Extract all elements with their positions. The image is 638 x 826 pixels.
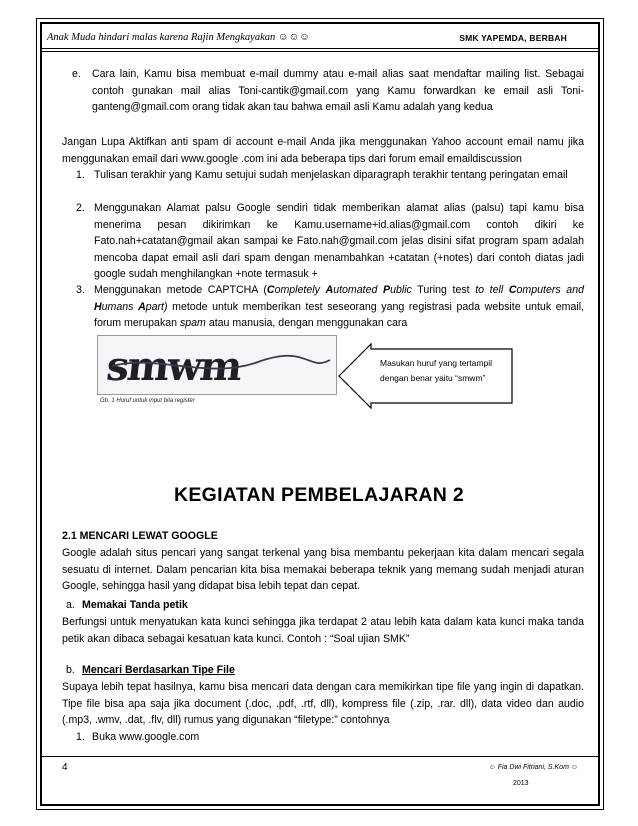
page-number: 4 [62,762,68,773]
sub-a-title: Memakai Tanda petik [82,599,188,611]
sub-b-marker: b. [66,664,75,676]
callout-line-2: dengan benar yaitu “smwm” [380,373,486,383]
section-title: KEGIATAN PEMBELAJARAN 2 [173,484,465,506]
tip-2-number: 2. [76,202,85,214]
tip-1-number: 1. [76,169,85,181]
sub-b-step-1-text: Buka www.google.com [92,731,200,743]
header-motto: Anak Muda hindari malas karena Rajin Mengkayakan ☺☺☺ [47,32,311,43]
header-school: SMK YAPEMDA, BERBAH [459,33,567,43]
callout-line-1: Masukan huruf yang tertampil [380,358,492,368]
tip-1-text: Tulisan terakhir yang Kamu setujui sudah menjelaskan diparagraph terakhir tentang peringatan email [94,169,568,181]
header-rule-thin [42,51,598,52]
captcha-image [97,335,337,395]
sub-b-title: Mencari Berdasarkan Tipe File [82,664,235,676]
captcha-word: smwm [104,343,243,390]
callout-text [380,356,492,386]
page-header [47,32,595,46]
subsection-2-1-text: Google adalah situs pencari yang sangat terkenal yang bisa membantu pekerjaan kita dalam mencari segala sesuatu di internet. Dalam pencarian kita bisa memakai beberapa teknik yang memang sudah menjadi aturan Google, sehingga hasil yang didapat bisa lebih tepat dan cepat. [62,547,584,592]
footer-author: ☺ Fia Dwi Fitriani, S.Kom ☺ [488,764,578,771]
sub-a-marker: a. [66,599,75,611]
antispam-intro: Jangan Lupa Aktifkan anti spam di account e-mail Anda jika menggunakan Yahoo account email namu jika menggunakan email dari www.google .com ini ada beberapa tips dari forum email emaildiscussion [62,136,584,165]
captcha-caption: Gb. 1 Huruf untuk input bila register [100,398,195,404]
footer-year: 2013 [513,780,529,787]
tip-2-text: Menggunakan Alamat palsu Google sendiri tidak memberikan alamat alias (palsu) tapi kamu bisa menerima pesan dikirimkan ke Kamu.username+id.alias@gmail.com contoh dikiri ke Fato.nah+catatan@gmail akan sampai ke Fato.nah@gmail.com jelas disini sifat program spam adalah mencoba dapat email asli dari spam dengan menambahkan +catatan (+notes) dari contoh diatas jadi google sudah menghilangkan +note termasuk + [94,202,584,280]
sub-a-text: Berfungsi untuk menyatukan kata kunci sehingga jika terdapat 2 atau lebih kata dalam kata kunci maka tanda petik akan dibaca sebagai kesatuan kata kunci. Contoh : “Soal ujian SMK” [62,616,584,645]
subsection-2-1-title: 2.1 MENCARI LEWAT GOOGLE [62,530,218,542]
tip-3-number: 3. [76,284,85,296]
sub-b-text: Supaya lebih tepat hasilnya, kamu bisa mencari data dengan cara memikirkan tipe file yang ingin di dapatkan. Tipe file bisa apa saja jika document (.doc, .pdf, .rtf, dll), kompress file (.zip, .rar. dll), data video dan audio (.mp3, .wmv, .dat, .flv, dll) rumus yang digunakan “filetype:” contohnya [62,681,584,726]
tip-3-text: Menggunakan metode CAPTCHA (Completely Automated Public Turing test to tell Computers and Humans Apart) metode untuk memberikan test seseorang yang registrasi pada website untuk email, forum merupakan spam atau manusia, dengan menggunakan cara [94,284,584,329]
footer-rule [42,756,598,757]
captcha-graphic [98,336,338,396]
item-e-marker: e. [72,68,81,80]
item-e-text: Cara lain, Kamu bisa membuat e-mail dummy atau e-mail alias saat mendaftar mailing list. Sebagai contoh gunakan mail alias Toni-cantik@gmail.com yang Kamu forwardkan ke email asli Toni-ganteng@gmail.com orang tidak akan tau bahwa email asli Kamu adalah yang kedua [92,68,584,113]
header-rule [42,48,598,49]
sub-b-step-1-number: 1. [76,731,85,743]
